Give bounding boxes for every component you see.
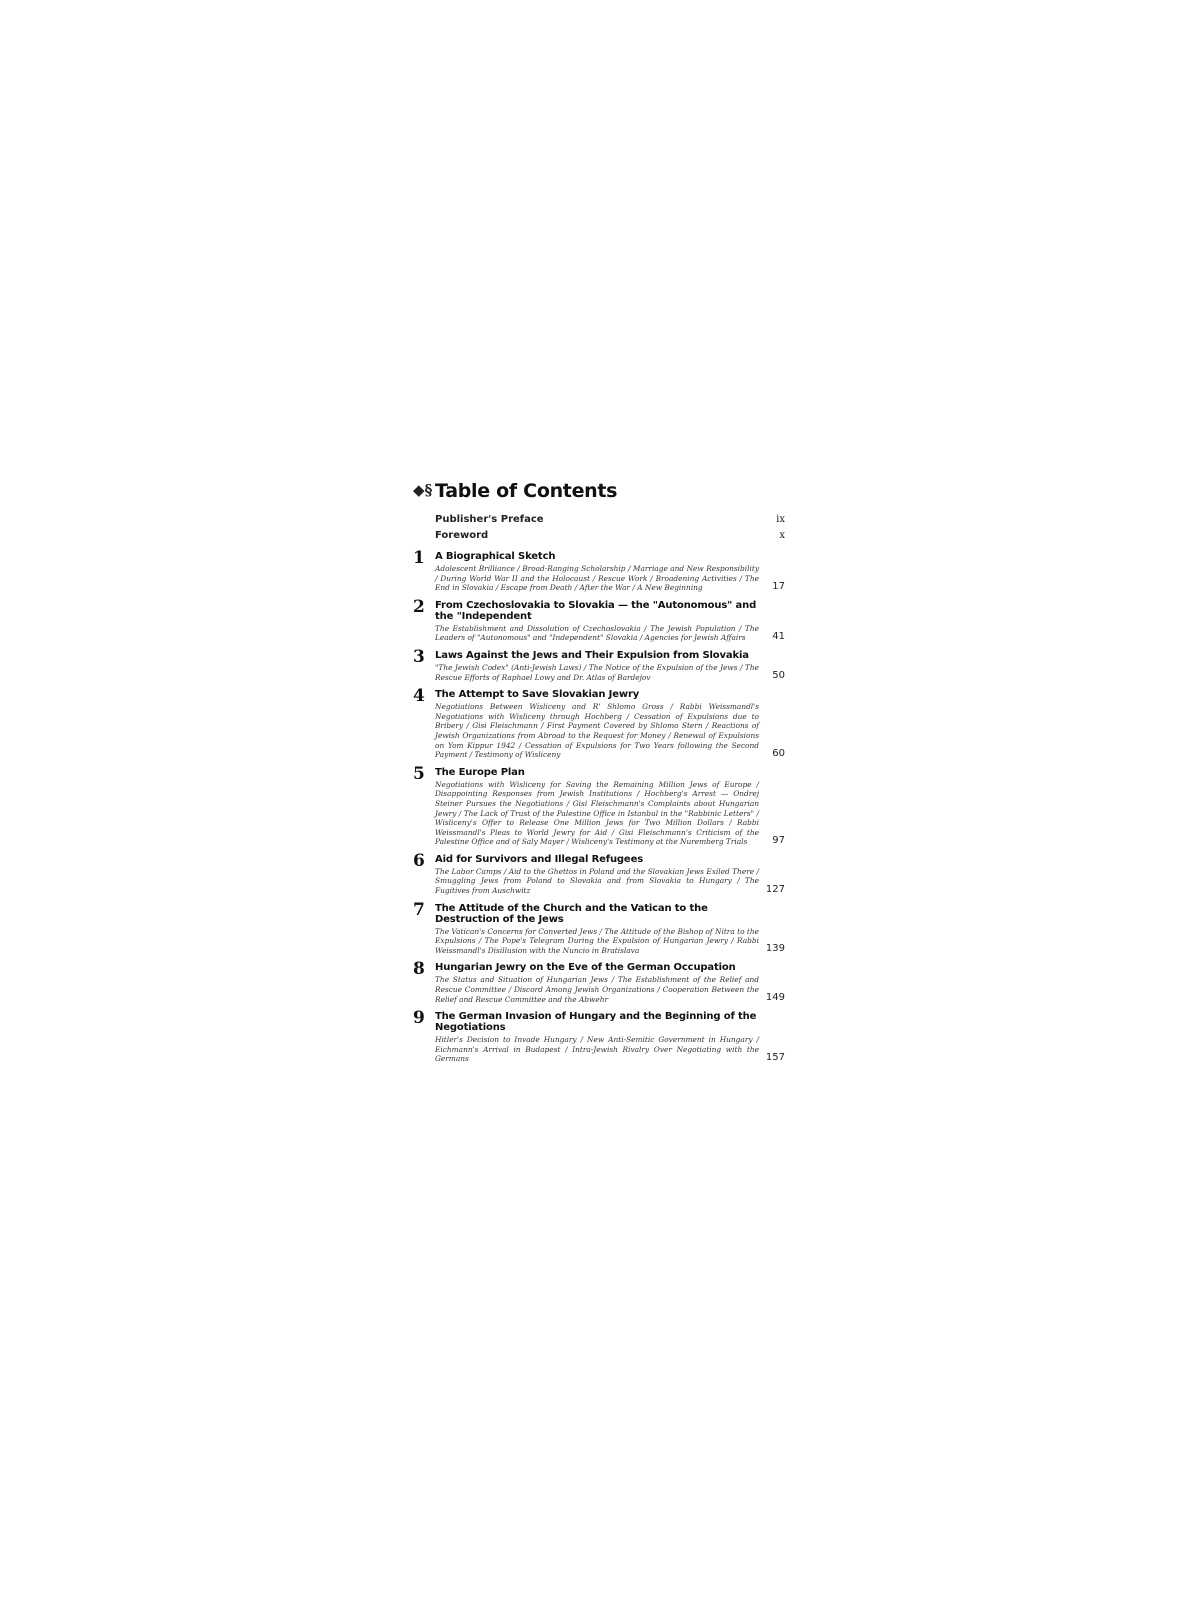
chapter-page: 157: [765, 1052, 785, 1063]
chapter-page: 139: [765, 943, 785, 955]
chapter-description: The Vatican's Concerns for Converted Jews / The Attitude of the Bishop of Nitra to the Expulsions / The Pope's Telegram During the Expulsion of Hungarian Jewry / Rabbi Weissmandl's Disillusion with the Nuncio in Bratislava: [435, 926, 759, 955]
chapter-6-entry[interactable]: [413, 851, 785, 896]
front-matter-page: x: [779, 530, 785, 541]
chapter-description: The Establishment and Dissolution of Czechoslovakia / The Jewish Population / The Leaders of "Autonomous" and "Independent" Slovakia / Agencies for Jewish Affairs: [435, 623, 759, 643]
chapter-5-entry[interactable]: [413, 764, 785, 847]
chapter-number: 4: [413, 686, 425, 707]
chapter-number: 8: [413, 959, 425, 980]
chapter-number: 7: [413, 899, 425, 920]
chapter-8-entry[interactable]: [413, 959, 785, 1004]
chapter-description: Negotiations Between Wisliceny and R' Shlomo Gross / Rabbi Weissmandl's Negotiations with Wisliceny through Hochberg / Cessation of Expulsions due to Bribery / Gisi Fleischmann / First Payment Covered by Shlomo Stern / Reactions of Jewish Organizations from Abroad to the Request for Money / Renewal of Expulsions on Yom Kippur 1942 / Cessation of Expulsions for Two Years following the Second Payment / Testimony of Wisliceny: [435, 702, 759, 760]
front-matter-page: ix: [776, 514, 785, 525]
chapter-title: The Europe Plan: [435, 766, 525, 778]
chapter-title: From Czechoslovakia to Slovakia — the "Autonomous" and the "Independent: [435, 599, 757, 622]
chapter-page: 97: [772, 834, 785, 846]
chapter-page: 50: [772, 670, 785, 682]
chapter-page: 41: [772, 630, 785, 642]
chapter-title: Laws Against the Jews and Their Expulsion from Slovakia: [435, 649, 749, 661]
chapter-9-entry[interactable]: [413, 1008, 785, 1064]
chapter-description: The Labor Camps / Aid to the Ghettos in Poland and the Slovakian Jews Exiled There / Smuggling Jews from Poland to Slovakia and from Slovakia to Hungary / The Fugitives from Auschwitz: [435, 866, 759, 896]
chapter-number: 6: [413, 850, 425, 871]
chapter-page: 127: [765, 883, 785, 895]
chapter-number: 3: [413, 646, 425, 667]
toc-header: [413, 480, 785, 502]
front-matter-label: Publisher's Preface: [435, 514, 544, 525]
chapter-description: Negotiations with Wisliceny for Saving the Remaining Million Jews of Europe / Disappointing Responses from Jewish Institutions / Hochberg's Arrest — Ondrej Steiner Pursues the Negotiations / Gisi Fleischmann's Complaints about Hungarian Jewry / The Lack of Trust of the Palestine Office in Istanbul in the "Rabbinic Letters" / Wisliceny's Offer to Release One Million Jews for Two Million Dollars / Rabbi Weissmandl's Pleas to World Jewry for Aid / Gisi Fleischmann's Criticism of the Palestine Office and of Saly Mayer / Wisliceny's Testimony at the Nuremberg Trials: [435, 779, 759, 847]
table-of-contents: [413, 480, 785, 1064]
chapter-description: Hitler's Decision to Invade Hungary / New Anti-Semitic Government in Hungary / Eichmann's Arrival in Budapest / Intra-Jewish Rivalry Over Negotiating with the Germans: [435, 1035, 759, 1064]
chapter-title: The Attempt to Save Slovakian Jewry: [435, 689, 640, 701]
chapter-page: 60: [772, 747, 785, 759]
chapter-description: The Status and Situation of Hungarian Jews / The Establishment of the Relief and Rescue Committee / Discord Among Jewish Organizations / Cooperation Between the Relief and Rescue Committee and the Abwehr: [435, 975, 759, 1004]
chapter-3-entry[interactable]: [413, 647, 785, 682]
chapter-title: The Attitude of the Church and the Vatican to the Destruction of the Jews: [435, 902, 708, 925]
chapter-7-entry[interactable]: [413, 900, 785, 956]
chapter-number: 2: [413, 596, 425, 617]
chapter-2-entry[interactable]: [413, 597, 785, 643]
chapter-title: Aid for Survivors and Illegal Refugees: [435, 853, 644, 865]
front-matter-preface[interactable]: [435, 512, 785, 528]
chapter-page: 149: [765, 992, 785, 1004]
chapter-title: Hungarian Jewry on the Eve of the German Occupation: [435, 962, 736, 974]
chapter-title: The German Invasion of Hungary and the Beginning of the Negotiations: [435, 1011, 757, 1034]
chapter-description: Adolescent Brilliance / Broad-Ranging Scholarship / Marriage and New Responsibility / During World War II and the Holocaust / Rescue Work / Broadening Activities / The End in Slovakia / Escape from Death / After the War / A New Beginning: [435, 564, 759, 593]
front-matter-label: Foreword: [435, 530, 489, 541]
chapter-number: 5: [413, 763, 425, 784]
chapter-number: 9: [413, 1008, 425, 1029]
chapter-page: 17: [772, 580, 785, 592]
chapter-4-entry[interactable]: [413, 686, 785, 760]
page-title: Table of Contents: [435, 480, 618, 502]
ornament-icon: ◆§: [413, 481, 433, 499]
front-matter-foreword[interactable]: [435, 528, 785, 544]
chapter-1-entry[interactable]: [413, 548, 785, 593]
chapter-description: "The Jewish Codex" (Anti-Jewish Laws) / The Notice of the Expulsion of the Jews / The Rescue Efforts of Raphael Lowy and Dr. Atlas of Bardejov: [435, 662, 759, 682]
chapter-title: A Biographical Sketch: [435, 551, 556, 562]
chapter-number: 1: [413, 548, 425, 568]
